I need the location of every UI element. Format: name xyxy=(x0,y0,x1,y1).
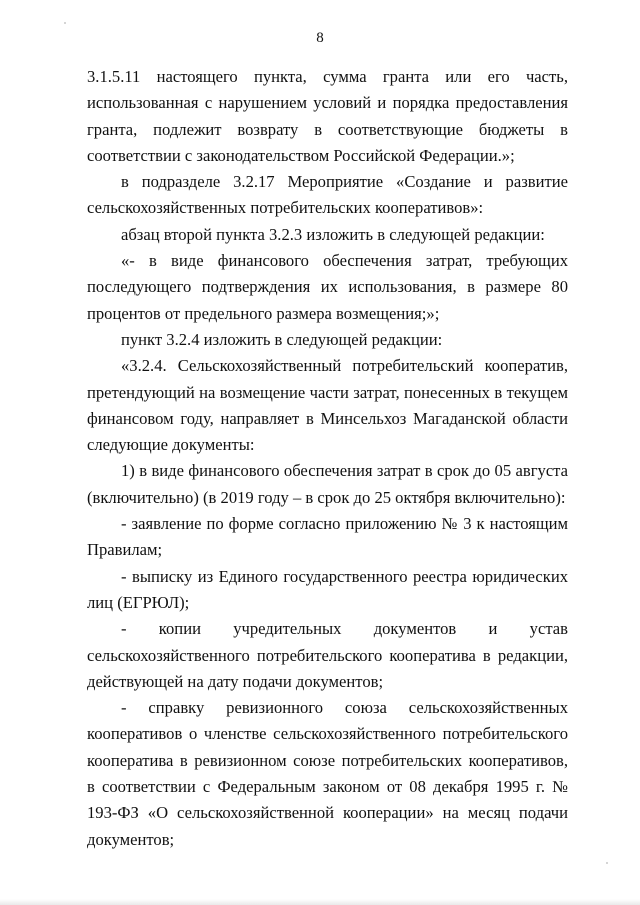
paragraph-continuation: 3.1.5.11 настоящего пункта, сумма гранта или его часть, использованная с нарушением условий и порядка предоставления гранта, подлежит возврату в соответствующие бюджеты в соответствии с законодательством Российской Федерации.»; xyxy=(87,67,568,165)
scan-artifact xyxy=(606,862,608,864)
list-item-1: 1) в виде финансового обеспечения затрат в срок до 05 августа (включительно) (в 2019 году – в срок до 25 октября включительно): xyxy=(87,461,568,507)
list-item-application: - заявление по форме согласно приложению № 3 к настоящим Правилам; xyxy=(87,514,568,560)
page-edge-shadow xyxy=(0,899,640,905)
paragraph-amend-3-2-3: абзац второй пункта 3.2.3 изложить в следующей редакции: xyxy=(121,224,545,244)
list-item-audit-union-certificate: - справку ревизионного союза сельскохозяйственных кооперативов о членстве сельскохозяйственного потребительского кооператива в ревизионном союзе потребительских кооперативов, в соответствии с Федеральным законом от 08 декабря 1995 г. № 193-ФЗ «О сельскохозяйственной кооперации» на месяц подачи документов; xyxy=(87,698,568,849)
paragraph-financial-support-80: «- в виде финансового обеспечения затрат, требующих последующего подтверждения их использования, в размере 80 процентов от предельного размера возмещения;»; xyxy=(87,251,568,323)
list-item-charter-copies: - копии учредительных документов и устав сельскохозяйственного потребительского кооператива в редакции, действующей на дату подачи документов; xyxy=(87,619,568,691)
paragraph-subsection-3-2-17: в подразделе 3.2.17 Мероприятие «Создание и развитие сельскохозяйственных потребительских кооперативов»: xyxy=(87,172,568,218)
paragraph-amend-3-2-4: пункт 3.2.4 изложить в следующей редакции: xyxy=(121,329,443,349)
scan-artifact xyxy=(64,22,66,24)
paragraph-3-2-4-text: «3.2.4. Сельскохозяйственный потребительский кооператив, претендующий на возмещение части затрат, понесенных в текущем финансовом году, направляет в Минсельхоз Магаданской области следующие документы: xyxy=(87,356,568,455)
list-item-egrul: - выписку из Единого государственного реестра юридических лиц (ЕГРЮЛ); xyxy=(87,566,568,612)
document-body xyxy=(87,64,568,853)
page-number: 8 xyxy=(316,30,324,46)
